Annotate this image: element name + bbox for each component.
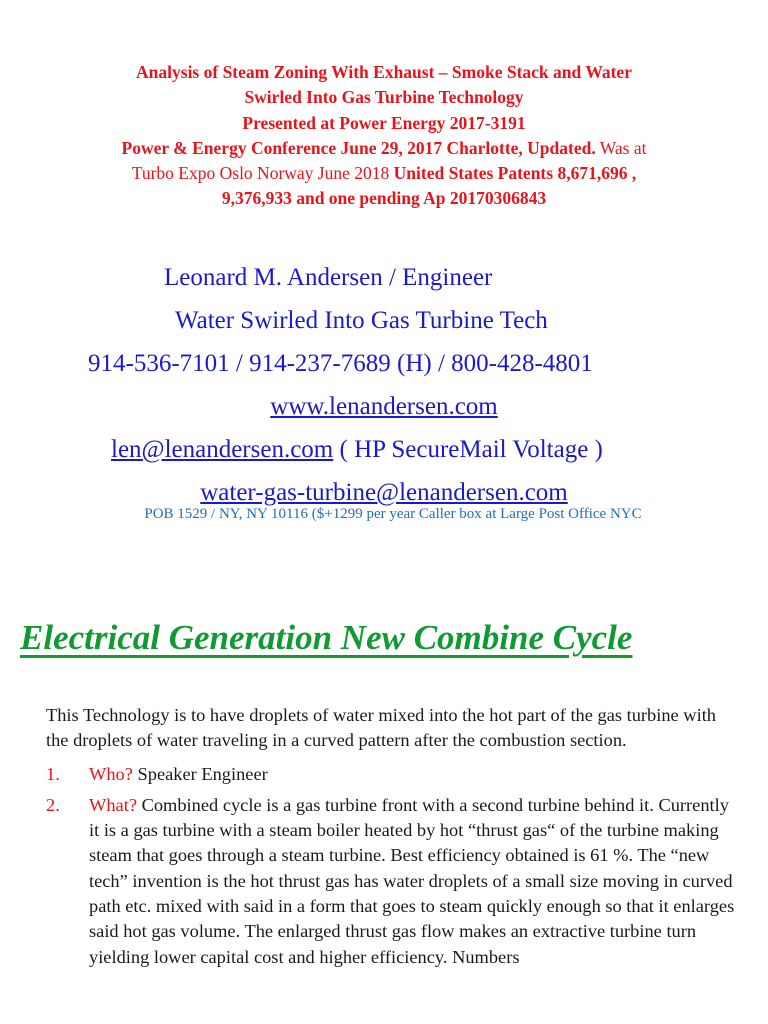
website-row	[0, 385, 768, 428]
header-block	[40, 60, 728, 212]
pob-address: POB 1529 / NY, NY 10116 ($+1299 per year Caller box at Large Post Office NYC	[144, 506, 642, 522]
list-text: Speaker Engineer	[132, 763, 268, 784]
header-line-bold: United States Patents 8,671,696 ,	[389, 163, 637, 184]
list-question: What?	[89, 794, 137, 815]
list-number: 2.	[46, 794, 60, 815]
body-text	[46, 703, 736, 976]
email-link[interactable]: len@lenandersen.com	[111, 436, 334, 463]
header-line: 9,376,933 and one pending Ap 20170306843	[221, 188, 547, 209]
header-line	[40, 136, 728, 161]
email2-link[interactable]: water-gas-turbine@lenandersen.com	[200, 479, 568, 506]
email-row	[0, 428, 768, 471]
list-number: 1.	[46, 763, 60, 784]
list-item	[46, 762, 736, 787]
list-question: Who?	[89, 763, 133, 784]
header-line	[40, 161, 728, 186]
intro-paragraph: This Technology is to have droplets of water mixed into the hot part of the gas turbine with the droplets of water traveling in a curved pattern after the combustion section.	[46, 705, 717, 751]
header-line: Swirled Into Gas Turbine Technology	[244, 87, 524, 108]
header-line: Analysis of Steam Zoning With Exhaust – Smoke Stack and Water	[136, 62, 632, 82]
list-text: Combined cycle is a gas turbine front with a second turbine behind it. Currently it is a gas turbine with a steam boiler heated by hot “thrust gas“ of the turbine making steam that goes through a steam turbine. Best efficiency obtained is 61 %. The “new tech” invention is the hot thrust gas has water droplets of a small size moving in curved path etc. mixed with said in a form that goes to steam quickly enough so that it enlarges said hot gas volume. The enlarged thrust gas flow makes an extractive turbine turn yielding lower capital cost and higher efficiency. Numbers	[89, 794, 735, 967]
author-tech: Water Swirled Into Gas Turbine Tech	[175, 307, 548, 334]
header-line-normal: Turbo Expo Oslo Norway June 2018	[131, 163, 390, 184]
section-title: Electrical Generation New Combine Cycle	[20, 618, 633, 657]
header-line-normal: Was at	[595, 137, 647, 158]
phone-numbers: 914-536-7101 / 914-237-7689 (H) / 800-428-4801	[88, 350, 593, 377]
author-name: Leonard M. Andersen / Engineer	[164, 264, 493, 291]
header-line-bold: Power & Energy Conference June 29, 2017 Charlotte, Updated.	[121, 137, 596, 158]
website-link[interactable]: www.lenandersen.com	[270, 393, 498, 420]
list-item	[46, 793, 736, 970]
header-line: Presented at Power Energy 2017-3191	[242, 112, 526, 133]
email-note: ( HP SecureMail Voltage )	[333, 436, 603, 463]
contact-block	[0, 256, 768, 514]
